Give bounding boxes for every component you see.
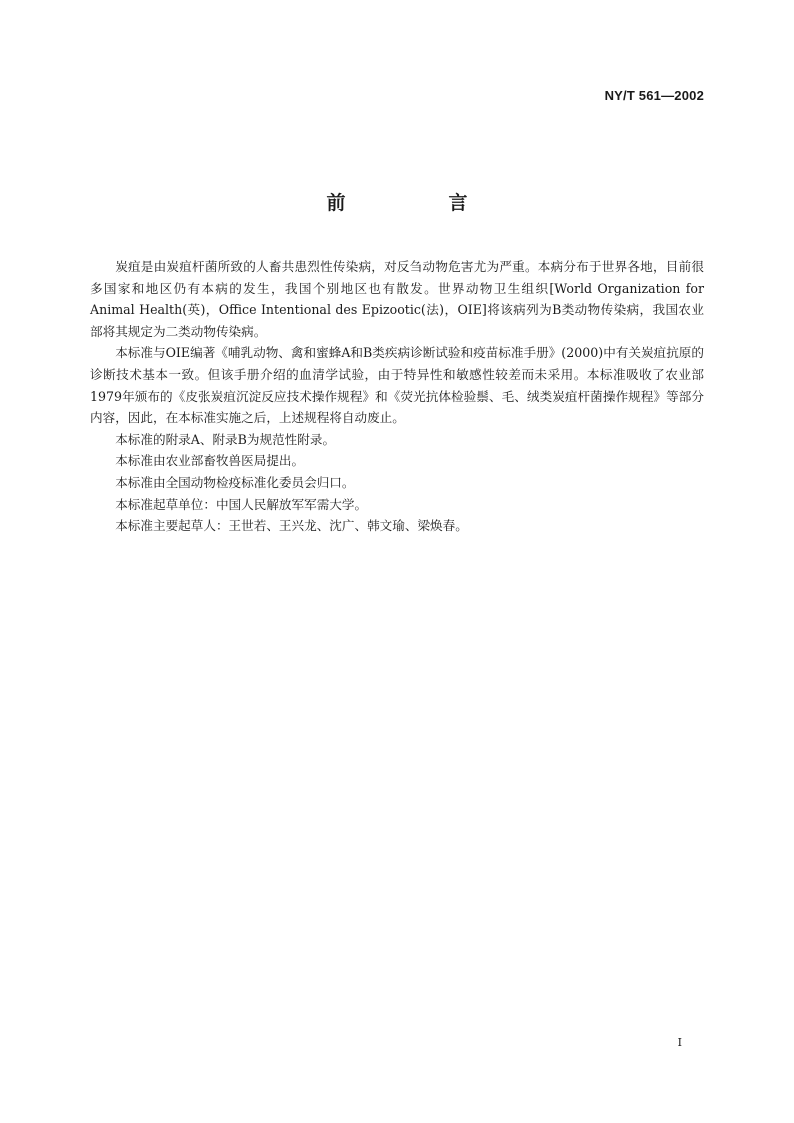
foreword-body bbox=[90, 256, 704, 537]
paragraph-drafters: 本标准主要起草人：王世若、王兴龙、沈广、韩文瑜、梁焕春。 bbox=[115, 518, 468, 534]
paragraph-appendix: 本标准的附录A、附录B为规范性附录。 bbox=[115, 431, 336, 447]
standard-code: NY/T 561—2002 bbox=[604, 88, 704, 103]
paragraph-consistency: 本标准与OIE编著《哺乳动物、禽和蜜蜂A和B类疾病诊断试验和疫苗标准手册》(2000)中有关炭疽抗原的诊断技术基本一致。但该手册介绍的血清学试验，由于特异性和敏感性较差而未采用。本标准吸收了农业部1979年颁布的《皮张炭疽沉淀反应技术操作规程》和《荧光抗体检验鬃、毛、绒类炭疽杆菌操作规程》等部分内容，因此，在本标准实施之后，上述规程将自动废止。 bbox=[90, 345, 705, 426]
paragraph-proposer: 本标准由农业部畜牧兽医局提出。 bbox=[115, 453, 305, 469]
page-title: 前 言 bbox=[326, 192, 510, 214]
paragraph-drafting-unit: 本标准起草单位：中国人民解放军军需大学。 bbox=[115, 496, 368, 512]
page-number: I bbox=[677, 1036, 682, 1049]
paragraph-centralized: 本标准由全国动物检疫标准化委员会归口。 bbox=[115, 474, 355, 490]
paragraph-intro: 炭疽是由炭疽杆菌所致的人畜共患烈性传染病，对反刍动物危害尤为严重。本病分布于世界各地，目前很多国家和地区仍有本病的发生，我国个别地区也有散发。世界动物卫生组织[World Organization for Animal Health(英)，Office Intentional des Epizootic(法)，OIE]将该病列为B类动物传染病，我国农业部将其规定为二类动物传染病。 bbox=[90, 259, 704, 339]
